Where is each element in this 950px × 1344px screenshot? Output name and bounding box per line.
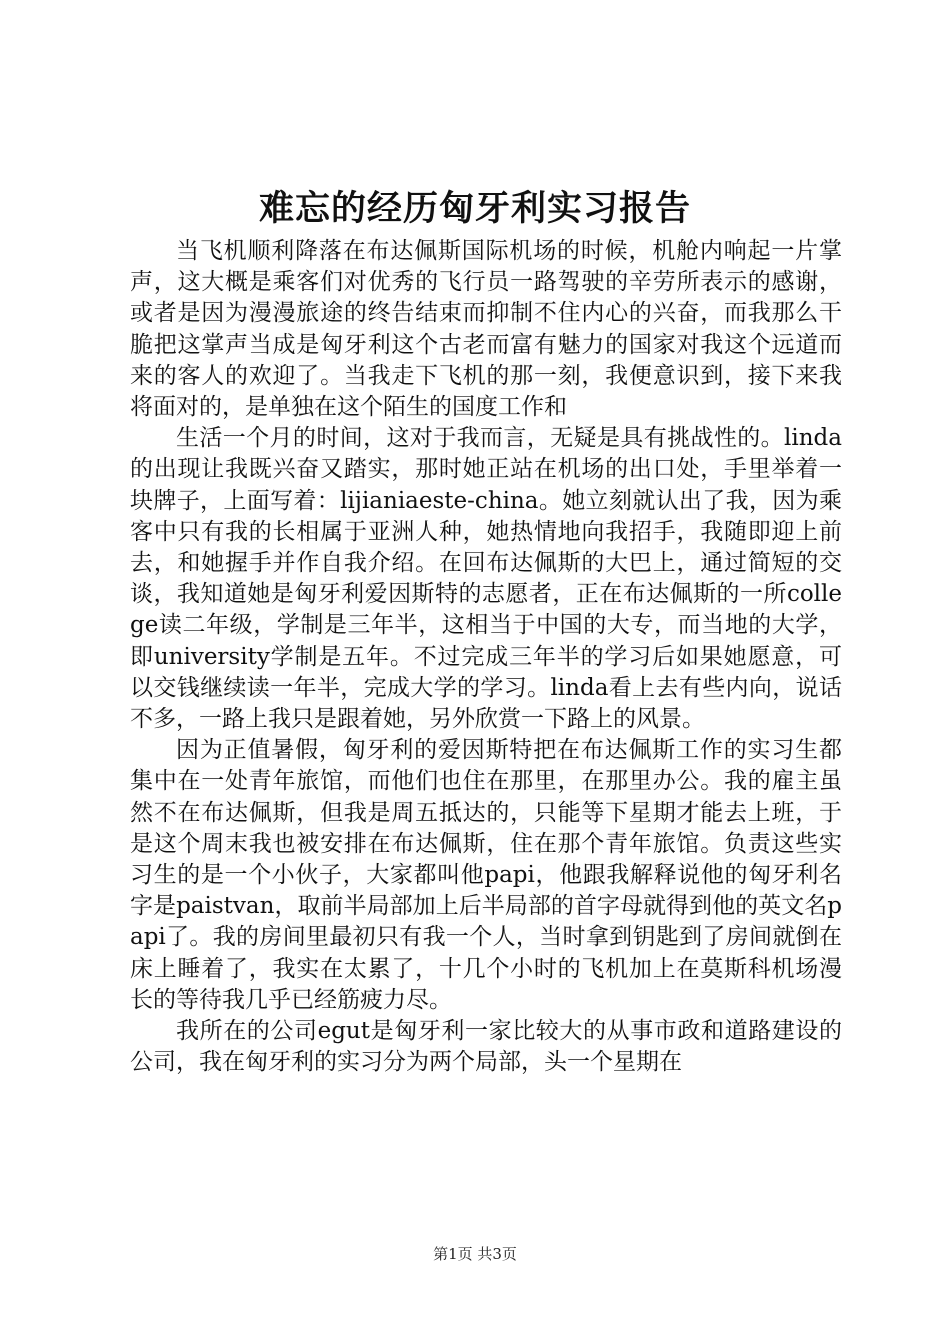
document-body: [130, 236, 842, 1078]
document-title: 难忘的经历匈牙利实习报告: [258, 188, 691, 229]
paragraph-3: 因为正值暑假，匈牙利的爱因斯特把在布达佩斯工作的实习生都集中在一处青年旅馆，而他们也住在那里，在那里办公。我的雇主虽然不在布达佩斯，但我是周五抵达的，只能等下星期才能去上班，于是这个周末我也被安排在布达佩斯，住在那个青年旅馆。负责这些实习生的是一个小伙子，大家都叫他papi，他跟我解释说他的匈牙利名字是paistvan，取前半局部加上后半局部的首字母就得到他的英文名papi了。我的房间里最初只有我一个人，当时拿到钥匙到了房间就倒在床上睡着了，我实在太累了，十几个小时的飞机加上在莫斯科机场漫长的等待我几乎已经筋疲力尽。: [130, 737, 842, 1013]
paragraph-4: 我所在的公司egut是匈牙利一家比较大的从事市政和道路建设的公司，我在匈牙利的实习分为两个局部，头一个星期在: [130, 1018, 842, 1076]
page-footer: [0, 1244, 950, 1264]
page-total: 共3页: [477, 1245, 517, 1263]
paragraph-2: 生活一个月的时间，这对于我而言，无疑是具有挑战性的。linda的出现让我既兴奋又踏实，那时她正站在机场的出口处，手里举着一块牌子，上面写着：lijianiaeste-china。她立刻就认出了我，因为乘客中只有我的长相属于亚洲人种，她热情地向我招手，我随即迎上前去，和她握手并作自我介绍。在回布达佩斯的大巴上，通过简短的交谈，我知道她是匈牙利爱因斯特的志愿者，正在布达佩斯的一所college读二年级，学制是三年半，这相当于中国的大专，而当地的大学，即university学制是五年。不过完成三年半的学习后如果她愿意，可以交钱继续读一年半，完成大学的学习。linda看上去有些内向，说话不多，一路上我只是跟着她，另外欣赏一下路上的风景。: [130, 425, 842, 733]
paragraph-1: 当飞机顺利降落在布达佩斯国际机场的时候，机舱内响起一片掌声，这大概是乘客们对优秀的飞行员一路驾驶的辛劳所表示的感谢，或者是因为漫漫旅途的终告结束而抑制不住内心的兴奋，而我那么干脆把这掌声当成是匈牙利这个古老而富有魅力的国家对我这个远道而来的客人的欢迎了。当我走下飞机的那一刻，我便意识到，接下来我将面对的，是单独在这个陌生的国度工作和: [130, 238, 842, 421]
page-number: 第1页: [433, 1245, 473, 1263]
